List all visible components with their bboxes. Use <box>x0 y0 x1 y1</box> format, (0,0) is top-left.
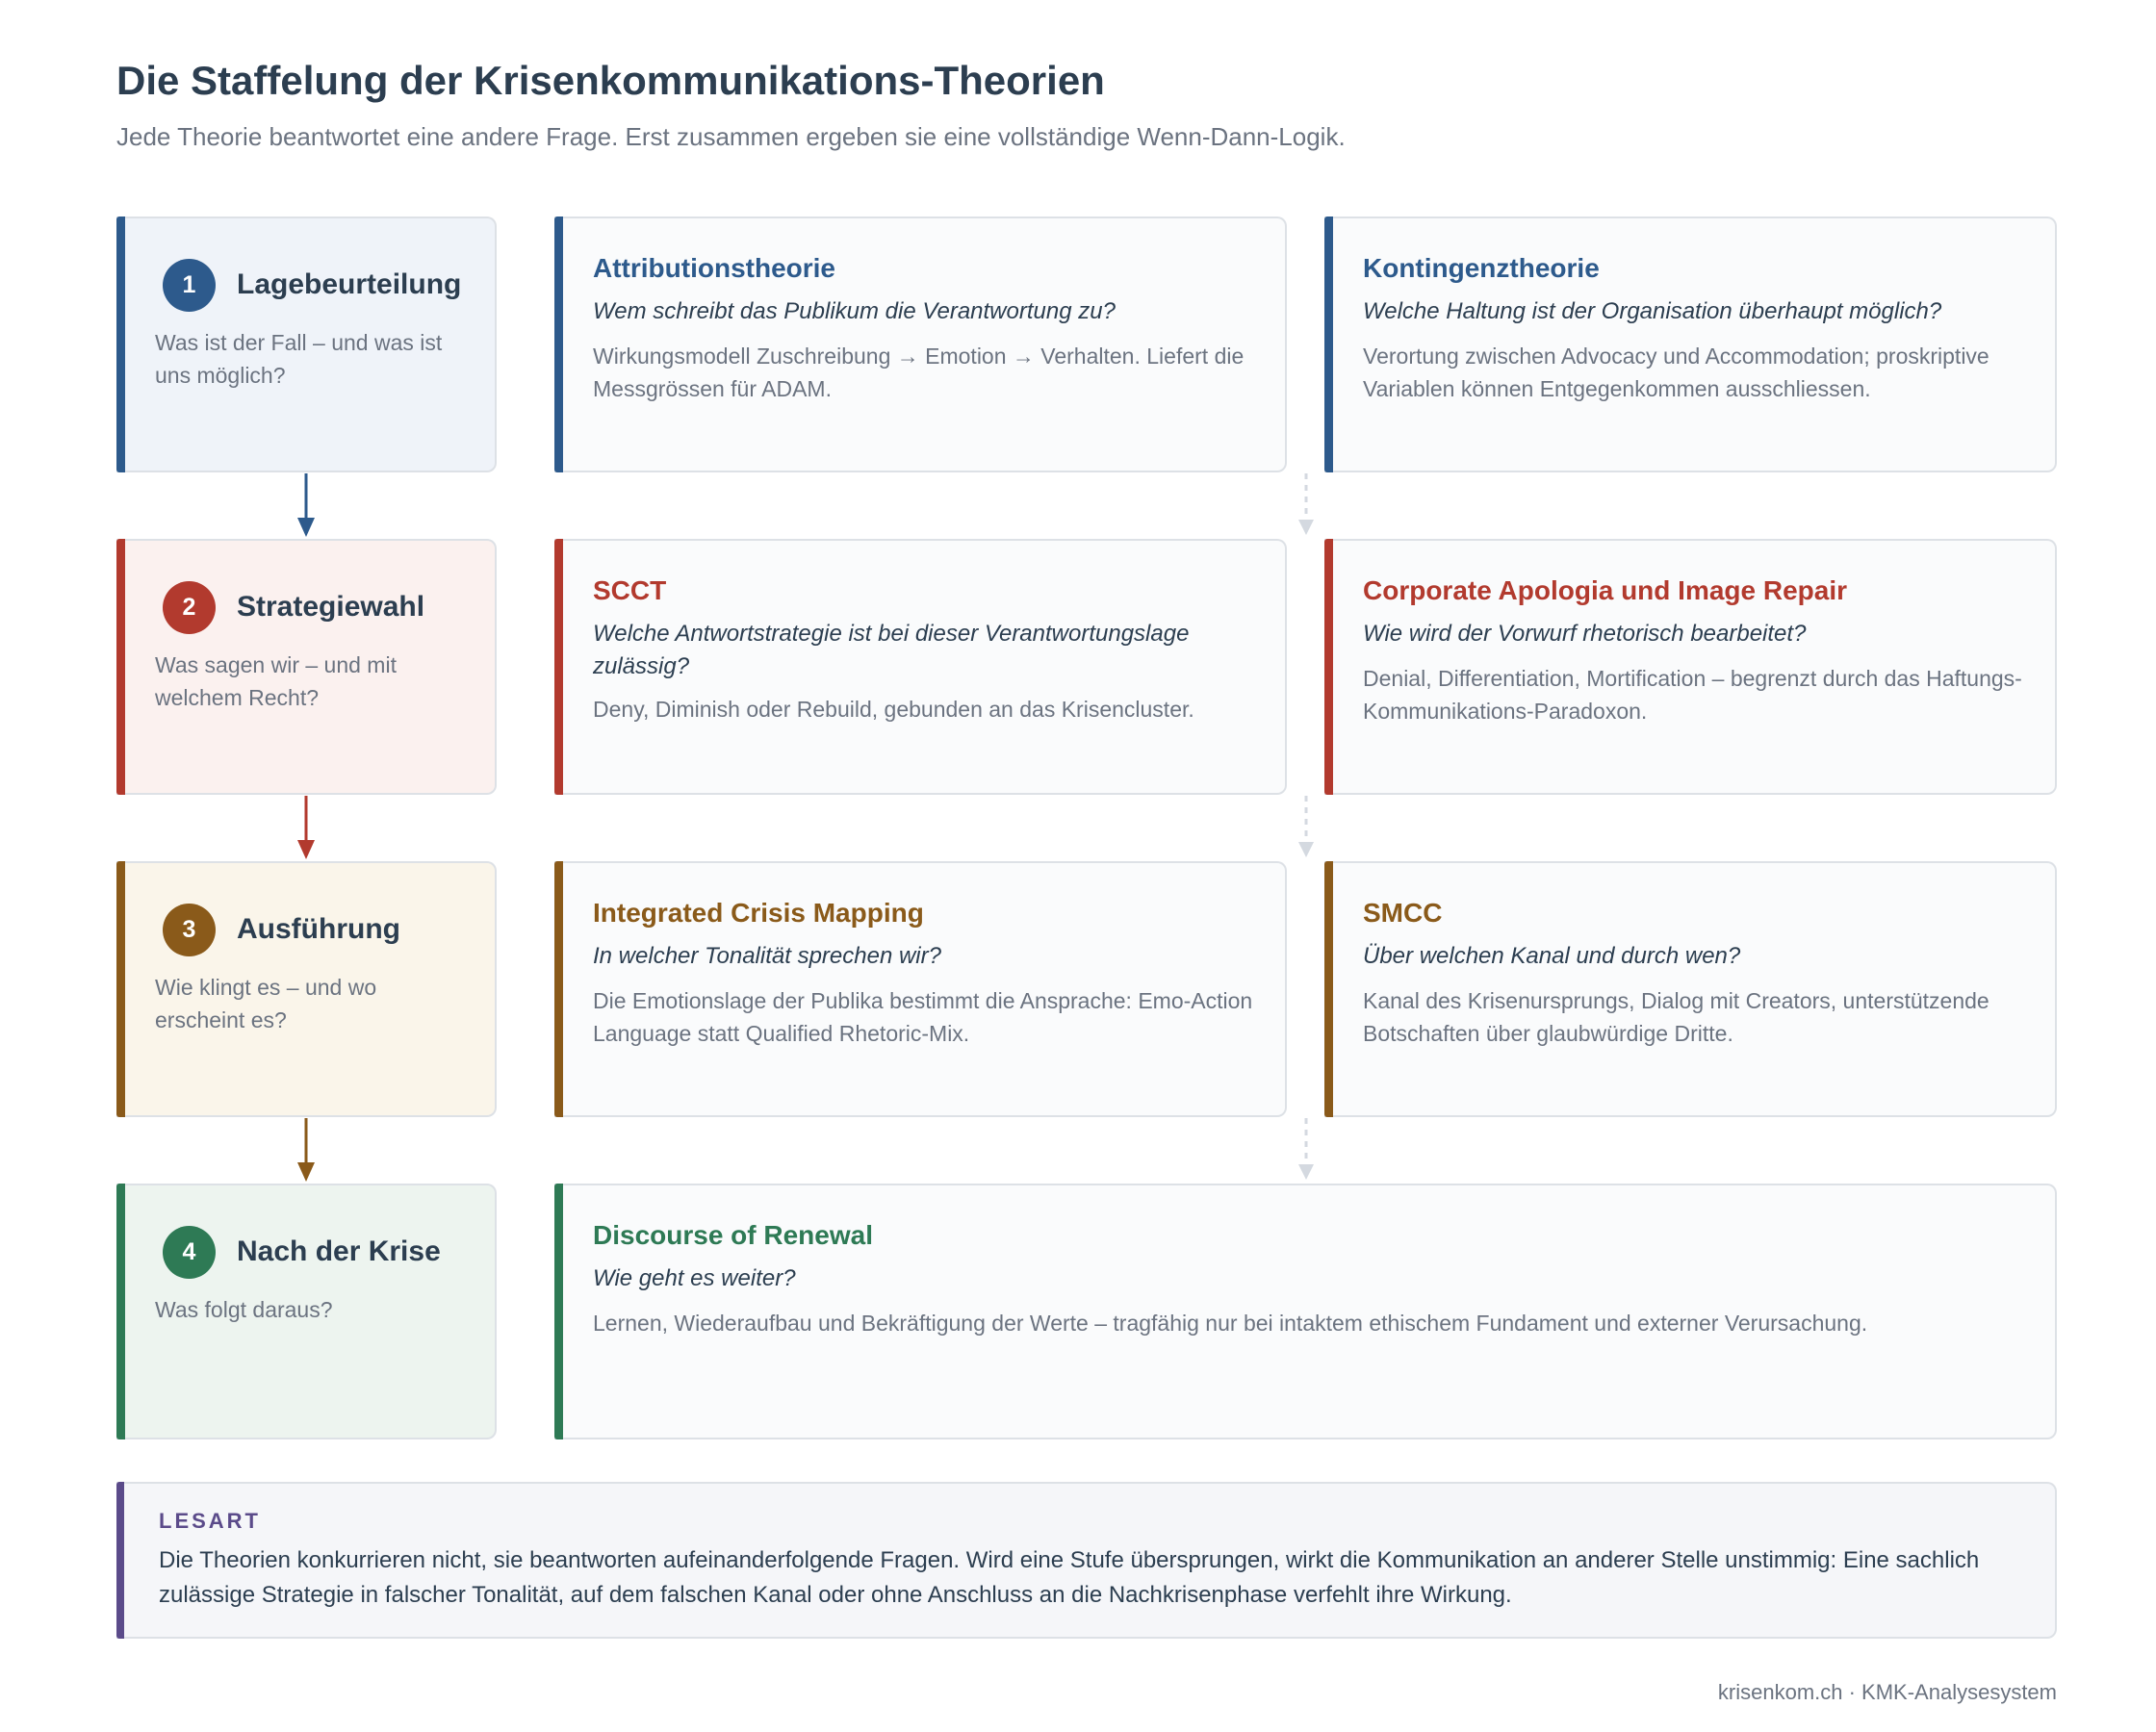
theory-title: Corporate Apologia und Image Repair <box>1363 575 1848 605</box>
page-subtitle: Jede Theorie beantwortet eine andere Frage. Erst zusammen ergeben sie eine vollständige Wenn-Dann-Logik. <box>116 122 1346 151</box>
stage-name: Nach der Krise <box>237 1235 441 1267</box>
theory-question: Welche Antwortstrategie ist bei dieser Verantwortungslage zulässig? <box>593 621 1190 679</box>
theory-description: Die Emotionslage der Publika bestimmt die Ansprache: Emo-Action Language statt Qualified Rhetoric-Mix. <box>593 988 1253 1046</box>
stage-number-badge: 2 <box>163 581 216 634</box>
stage-lagebeurteilung <box>116 216 497 472</box>
theory-card-discourse-of-renewal <box>554 1184 2057 1439</box>
dashed-arrow-down-icon <box>1296 796 1316 859</box>
theory-title: Kontingenztheorie <box>1363 253 1600 283</box>
theory-description: Deny, Diminish oder Rebuild, gebunden an das Krisencluster. <box>593 697 1194 722</box>
dashed-arrow-down-icon <box>1296 1118 1316 1182</box>
stage-question: Wie klingt es – und wo erscheint es? <box>155 975 377 1032</box>
stage-arrow-down-icon <box>296 1118 316 1182</box>
theory-description: Verortung zwischen Advocacy und Accommodation; proskriptive Variablen können Entgegenkommen ausschliessen. <box>1363 344 1989 401</box>
theory-title: Attributionstheorie <box>593 253 835 283</box>
theory-card-corporate-apologia <box>1324 539 2057 795</box>
theory-card-kontingenztheorie <box>1324 216 2057 472</box>
stage-question: Was ist der Fall – und was ist uns möglich? <box>155 330 443 388</box>
stage-number-badge: 4 <box>163 1226 216 1279</box>
theory-card-smcc <box>1324 861 2057 1117</box>
footer-credit: krisenkom.ch · KMK-Analysesystem <box>1717 1680 2057 1704</box>
lesart-heading: LESART <box>159 1509 261 1533</box>
stage-question: Was folgt daraus? <box>155 1297 333 1322</box>
lesart-text: Die Theorien konkurrieren nicht, sie beantworten aufeinanderfolgende Fragen. Wird eine Stufe übersprungen, wirkt die Kommunikation an anderer Stelle unstimmig: Eine sachlich zulässige Strategie in falscher Tonalität, auf dem falschen Kanal oder ohne Anschluss an die Nachkrisenphase verfehlt ihre Wirkung. <box>159 1547 1980 1608</box>
stage-name: Lagebeurteilung <box>237 268 462 300</box>
stage-nach-der-krise <box>116 1184 497 1439</box>
lesart-box <box>116 1482 2057 1639</box>
theory-title: SCCT <box>593 575 667 605</box>
theory-question: Über welchen Kanal und durch wen? <box>1363 943 1741 969</box>
stage-arrow-down-icon <box>296 473 316 537</box>
theory-description: Kanal des Krisenursprungs, Dialog mit Creators, unterstützende Botschaften über glaubwürdige Dritte. <box>1363 988 1989 1046</box>
stage-ausfuehrung <box>116 861 497 1117</box>
stage-number-badge: 3 <box>163 904 216 956</box>
theory-title: SMCC <box>1363 898 1443 928</box>
stage-number-badge: 1 <box>163 259 216 312</box>
theory-title: Discourse of Renewal <box>593 1220 873 1250</box>
theory-card-integrated-crisis-mapping <box>554 861 1287 1117</box>
theory-title: Integrated Crisis Mapping <box>593 898 924 928</box>
stage-name: Strategiewahl <box>237 591 425 623</box>
theory-description: Denial, Differentiation, Mortification – begrenzt durch das Haftungs-Kommunikations-Paradoxon. <box>1363 666 2022 724</box>
stage-question: Was sagen wir – und mit welchem Recht? <box>155 652 397 710</box>
theory-description: Wirkungsmodell Zuschreibung → Emotion → Verhalten. Liefert die Messgrössen für ADAM. <box>593 344 1245 401</box>
theory-question: Wie wird der Vorwurf rhetorisch bearbeitet? <box>1363 621 1807 647</box>
stage-arrow-down-icon <box>296 796 316 859</box>
theory-question: Wie geht es weiter? <box>593 1265 796 1291</box>
theory-card-attributionstheorie <box>554 216 1287 472</box>
theory-question: Wem schreibt das Publikum die Verantwortung zu? <box>593 298 1116 324</box>
theory-card-scct <box>554 539 1287 795</box>
page-title: Die Staffelung der Krisenkommunikations-Theorien <box>116 58 1105 103</box>
theory-description: Lernen, Wiederaufbau und Bekräftigung der Werte – tragfähig nur bei intaktem ethischem Fundament und externer Verursachung. <box>593 1311 1868 1336</box>
dashed-arrow-down-icon <box>1296 473 1316 537</box>
theory-question: Welche Haltung ist der Organisation überhaupt möglich? <box>1363 298 1942 324</box>
theory-question: In welcher Tonalität sprechen wir? <box>593 943 941 969</box>
stage-name: Ausführung <box>237 913 400 945</box>
stage-strategiewahl <box>116 539 497 795</box>
